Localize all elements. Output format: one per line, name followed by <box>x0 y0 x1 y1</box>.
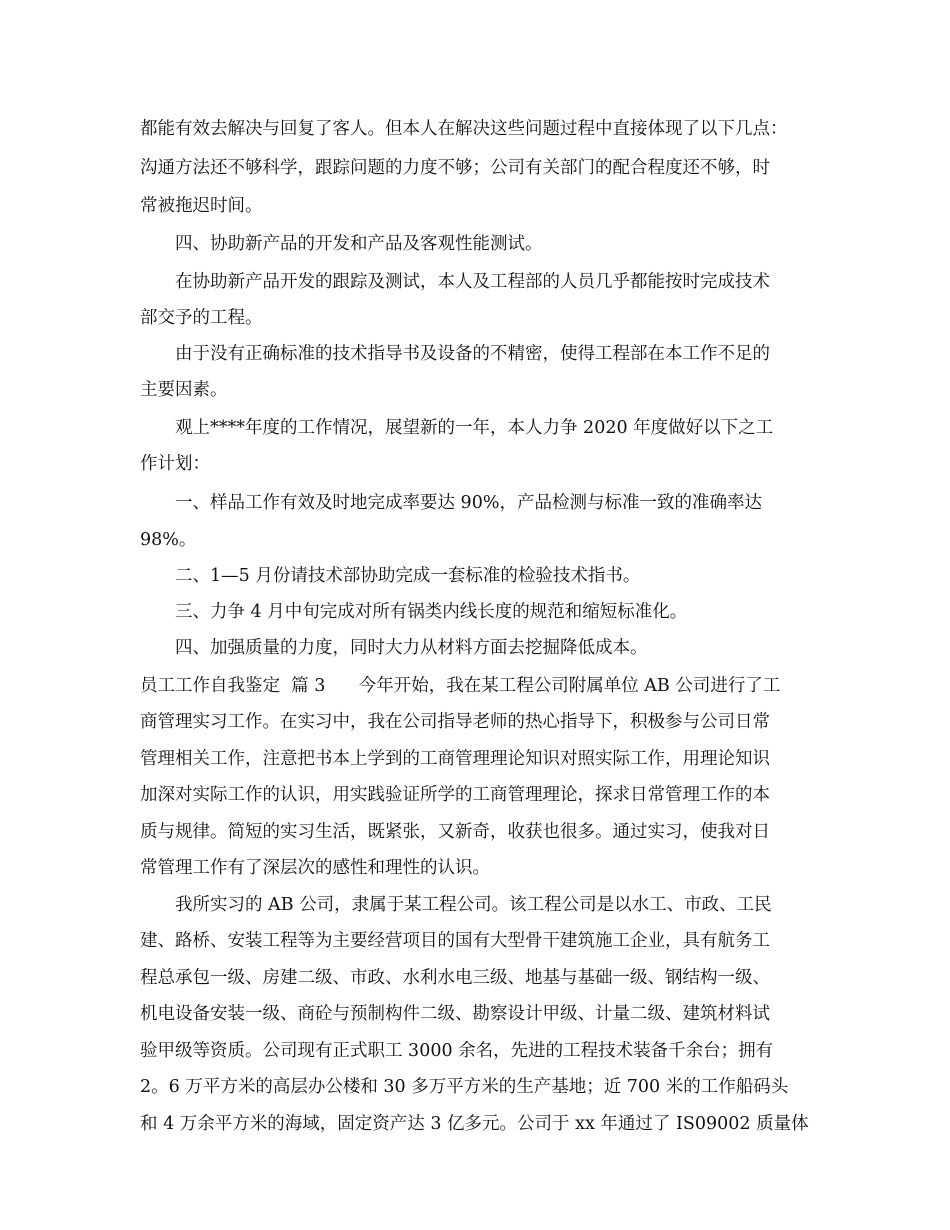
text-line: 沟通方法还不够科学，跟踪问题的力度不够；公司有关部门的配合程度还不够，时 <box>140 158 770 178</box>
text-line: 员工工作自我鉴定 篇 3 今年开始，我在某工程公司附属单位 AB 公司进行了工 <box>140 676 781 696</box>
text-line: 四、加强质量的力度，同时大力从材料方面去挖掘降低成本。 <box>175 638 648 658</box>
text-line: 2。6 万平方米的高层办公楼和 30 多万平方米的生产基地；近 700 米的工作船码头 <box>140 1077 789 1097</box>
text-line: 作计划： <box>140 454 210 474</box>
text-line: 观上****年度的工作情况，展望新的一年，本人力争 2020 年度做好以下之工 <box>175 418 774 438</box>
text-line: 98%。 <box>140 530 197 550</box>
text-line: 程总承包一级、房建二级、市政、水利水电三级、地基与基础一级、钢结构一级、 <box>140 968 770 988</box>
text-line: 和 4 万余平方米的海域，固定资产达 3 亿多元。公司于 xx 年通过了 IS09002 质量体 <box>140 1114 809 1134</box>
text-line: 验甲级等资质。公司现有正式职工 3000 余名，先进的工程技术装备千余台；拥有 <box>140 1041 774 1061</box>
text-line: 部交予的工程。 <box>140 308 263 328</box>
text-line: 三、力争 4 月中旬完成对所有锅类内线长度的规范和缩短标准化。 <box>175 602 688 622</box>
text-line: 机电设备安装一级、商砼与预制构件二级、勘察设计甲级、计量二级、建筑材料试 <box>140 1004 770 1024</box>
text-line: 常被拖迟时间。 <box>140 196 263 216</box>
text-line: 加深对实际工作的认识，用实践验证所学的工商管理理论，探求日常管理工作的本 <box>140 785 770 805</box>
text-line: 质与规律。简短的实习生活，既紧张，又新奇，收获也很多。通过实习，使我对日 <box>140 822 770 842</box>
text-line: 一、样品工作有效及时地完成率要达 90%，产品检测与标准一致的准确率达 <box>175 493 762 513</box>
text-line: 管理相关工作，注意把书本上学到的工商管理理论知识对照实际工作，用理论知识 <box>140 749 770 769</box>
text-line: 商管理实习工作。在实习中，我在公司指导老师的热心指导下，积极参与公司日常 <box>140 712 770 732</box>
text-line: 由于没有正确标准的技术指导书及设备的不精密，使得工程部在本工作不足的 <box>175 344 770 364</box>
text-line: 在协助新产品开发的跟踪及测试，本人及工程部的人员几乎都能按时完成技术 <box>175 272 770 292</box>
text-line: 四、协助新产品的开发和产品及客观性能测试。 <box>175 234 543 254</box>
text-line: 我所实习的 AB 公司，隶属于某工程公司。该工程公司是以水工、市政、工民 <box>175 895 772 915</box>
text-line: 二、1—5 月份请技术部协助完成一套标准的检验技术指书。 <box>175 566 641 586</box>
text-line: 建、路桥、安装工程等为主要经营项目的国有大型骨干建筑施工企业，具有航务工 <box>140 931 770 951</box>
text-line: 都能有效去解决与回复了客人。但本人在解决这些问题过程中直接体现了以下几点： <box>140 119 788 139</box>
text-line: 主要因素。 <box>140 380 228 400</box>
text-line: 常管理工作有了深层次的感性和理性的认识。 <box>140 858 490 878</box>
